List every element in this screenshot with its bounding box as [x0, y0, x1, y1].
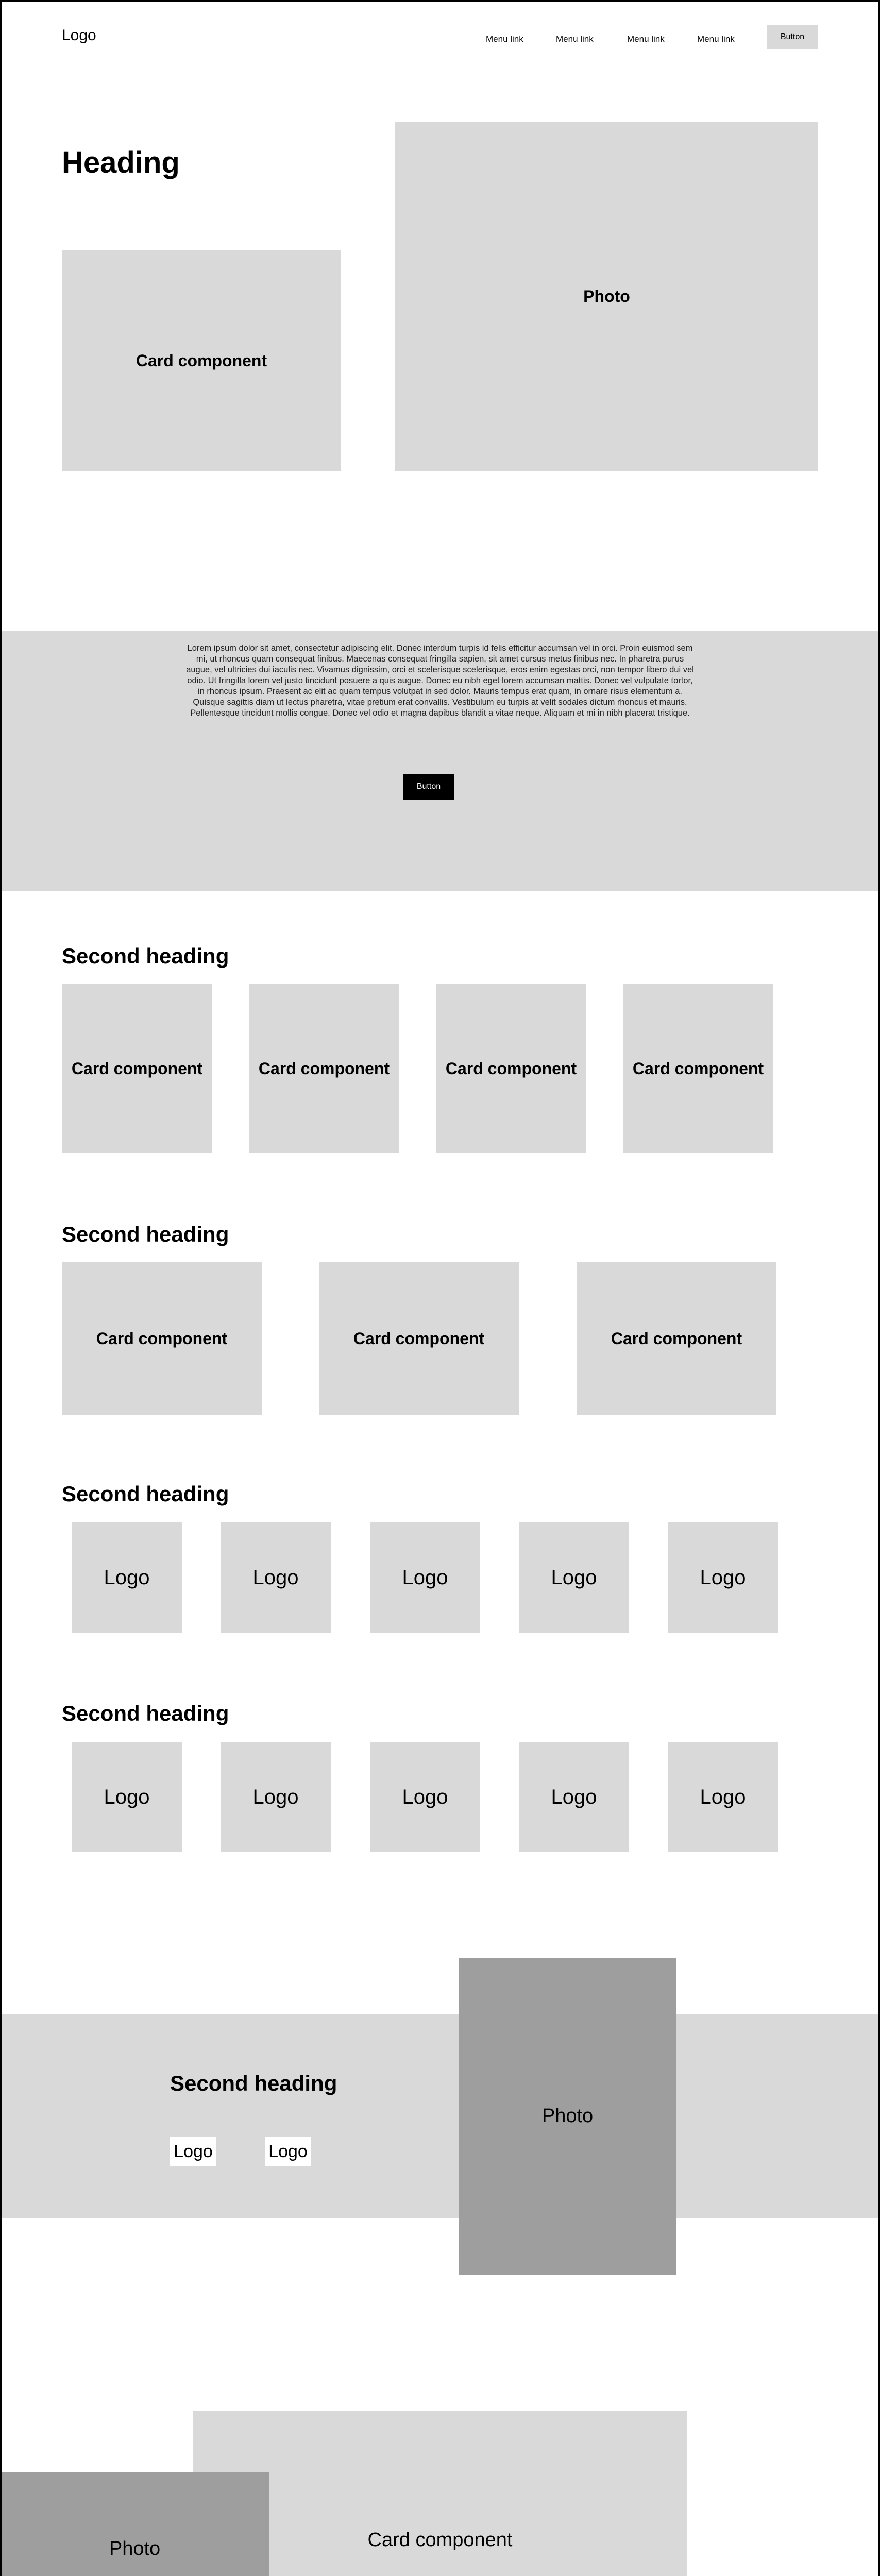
- text-band-button[interactable]: Button: [403, 774, 454, 800]
- logo-label: Logo: [402, 1566, 448, 1589]
- card-component[interactable]: [249, 984, 399, 1153]
- card-label: Card component: [611, 1329, 742, 1348]
- partner-logo: [72, 1522, 182, 1633]
- card-component[interactable]: [577, 1262, 776, 1415]
- nav-button[interactable]: Button: [767, 25, 818, 49]
- section-heading: Second heading: [62, 944, 229, 968]
- hero-card-label: Card component: [136, 351, 267, 370]
- partner-logo: [668, 1522, 778, 1633]
- partner-logo: [221, 1742, 331, 1852]
- partner-logo: [519, 1522, 629, 1633]
- card-label: Card component: [96, 1329, 228, 1348]
- site-logo[interactable]: Logo: [62, 27, 96, 44]
- partner-logo: [221, 1522, 331, 1633]
- partner-logo: [668, 1742, 778, 1852]
- nav-link-1[interactable]: Menu link: [486, 34, 523, 44]
- partner-logo: [519, 1742, 629, 1852]
- partner-logo: [370, 1522, 480, 1633]
- logo-label: Logo: [104, 1566, 150, 1589]
- logo-label: Logo: [268, 2141, 308, 2161]
- logo-label: Logo: [402, 1785, 448, 1808]
- partner-logo: [370, 1742, 480, 1852]
- nav-link-4[interactable]: Menu link: [697, 34, 735, 44]
- logo-label: Logo: [551, 1785, 597, 1808]
- logo-label: Logo: [104, 1785, 150, 1808]
- partner-logo: [265, 2137, 311, 2166]
- logo-label: Logo: [700, 1566, 746, 1589]
- section-heading: Second heading: [62, 1482, 229, 1506]
- nav-link-3[interactable]: Menu link: [627, 34, 665, 44]
- card-component[interactable]: [319, 1262, 519, 1415]
- hero-heading: Heading: [62, 146, 180, 179]
- band-background: [0, 2014, 880, 2218]
- band-photo: [459, 1958, 676, 2275]
- photo-label: Photo: [109, 2537, 161, 2560]
- hero-photo: [395, 122, 818, 471]
- card-label: Card component: [71, 1059, 203, 1078]
- card-label: Card component: [353, 1329, 485, 1348]
- card-component[interactable]: [62, 1262, 262, 1415]
- card-label: Card component: [367, 2529, 513, 2551]
- partner-logo: [170, 2137, 216, 2166]
- photo-label: Photo: [541, 2105, 594, 2127]
- section-heading: Second heading: [170, 2071, 337, 2095]
- card-component[interactable]: [436, 984, 586, 1153]
- section-heading: Second heading: [62, 1222, 229, 1246]
- card-label: Card component: [632, 1059, 764, 1078]
- card-component[interactable]: [623, 984, 773, 1153]
- logo-label: Logo: [252, 1566, 299, 1589]
- hero-card[interactable]: [62, 250, 341, 471]
- logo-label: Logo: [700, 1785, 746, 1808]
- logo-label: Logo: [551, 1566, 597, 1589]
- overlap-photo: [0, 2472, 269, 2576]
- text-band-paragraph: Lorem ipsum dolor sit amet, consectetur adipiscing elit. Donec interdum turpis id felis efficitur accumsan vel in orci. Proin euismod sem mi, ut rhoncus quam consequat finibus. Maecenas consequat fringilla sapien, sit amet cursus metus finibus nec. In pharetra purus augue, vel ultricies dui iaculis nec. Vivamus dignissim, orci et scelerisque scelerisque, eros enim egestas orci, non tempor libero dui vel odio. Ut fringilla lorem vel justo tincidunt posuere a quis augue. Donec eu nibh eget lorem accumsan mattis. Donec vel vulputate tortor, in rhoncus ipsum. Praesent ac elit ac quam tempus volutpat in sed dolor. Mauris tempus erat quam, in ornare risus elementum a. Quisque sagittis diam ut lectus pharetra, vitae pretium erat convallis. Vestibulum eu turpis at velit sodales dictum rhoncus et mauris. Pellentesque tincidunt mollis congue. Donec vel odio et magna dapibus blandit a vitae neque. Aliquam et mi in nibh placerat tristique.: [186, 643, 694, 718]
- partner-logo: [72, 1742, 182, 1852]
- card-component[interactable]: [62, 984, 212, 1153]
- logo-label: Logo: [174, 2141, 213, 2161]
- card-label: Card component: [445, 1059, 577, 1078]
- section-heading: Second heading: [62, 1701, 229, 1725]
- card-label: Card component: [258, 1059, 390, 1078]
- logo-label: Logo: [252, 1785, 299, 1808]
- hero-photo-label: Photo: [583, 286, 630, 306]
- nav-link-2[interactable]: Menu link: [556, 34, 594, 44]
